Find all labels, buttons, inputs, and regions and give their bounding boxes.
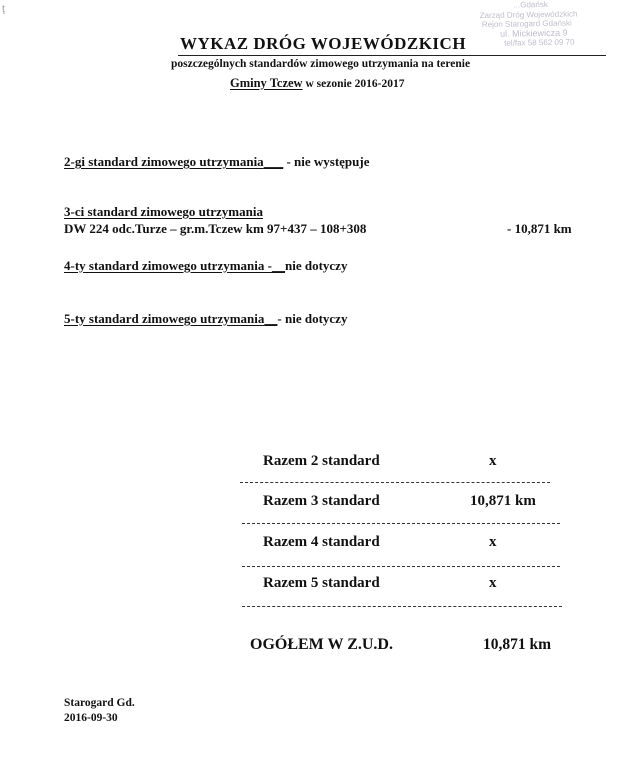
summary-row-3-label: Razem 3 standard xyxy=(263,493,380,509)
stamp-line-1: ...Gdańsk xyxy=(513,0,548,10)
standard-4-label: 4-ty standard zimowego utrzymania - xyxy=(64,258,272,273)
standard-5-line xyxy=(64,311,347,327)
summary-row-3-value: 10,871 km xyxy=(470,493,536,509)
season-text: w sezonie 2016-2017 xyxy=(302,78,405,90)
standard-5-value: - nie dotyczy xyxy=(277,311,348,326)
standard-4-line xyxy=(64,258,347,274)
standard-4-gap: __ xyxy=(271,258,285,273)
standard-2-gap: ___ xyxy=(263,154,284,169)
standard-3-label: 3-ci standard zimowego utrzymania xyxy=(64,204,263,219)
total-label: OGÓŁEM W Z.U.D. xyxy=(250,636,393,653)
summary-row-2-value: x xyxy=(489,453,497,469)
standard-4-value: nie dotyczy xyxy=(284,258,348,273)
summary-row-2-label: Razem 2 standard xyxy=(263,453,380,469)
standard-3-length: - 10,871 km xyxy=(507,221,572,236)
standard-5-label: 5-ty standard zimowego utrzymania xyxy=(64,311,265,326)
total-value: 10,871 km xyxy=(483,636,552,653)
footer-place: Starogard Gd. xyxy=(64,697,135,709)
office-stamp xyxy=(469,0,620,63)
summary-separator xyxy=(242,523,560,524)
title-rule xyxy=(178,55,606,56)
standard-2-value: - nie występuje xyxy=(283,154,370,169)
standard-5-gap: __ xyxy=(264,311,278,326)
standard-2-line xyxy=(64,154,369,170)
corner-mark: ţ xyxy=(2,4,5,15)
summary-separator xyxy=(242,566,560,567)
summary-separator xyxy=(240,482,550,483)
summary-row-4-label: Razem 4 standard xyxy=(263,534,380,550)
stamp-line-2: Zarząd Dróg Wojewódzkich xyxy=(479,8,578,20)
summary-row-5-value: x xyxy=(489,575,497,591)
stamp-line-4: ul. Mickiewicza 9 xyxy=(499,27,568,39)
document-title: WYKAZ DRÓG WOJEWÓDZKICH xyxy=(180,34,467,53)
gmina-name: Gminy Tczew xyxy=(230,76,303,90)
document-subtitle: poszczególnych standardów zimowego utrzymania na terenie xyxy=(171,58,471,70)
footer-date: 2016-09-30 xyxy=(64,712,118,724)
summary-row-5-label: Razem 5 standard xyxy=(263,575,380,591)
summary-row-4-value: x xyxy=(489,534,497,550)
standard-2-label: 2-gi standard zimowego utrzymania xyxy=(64,154,264,169)
stamp-line-3: Rejon Starogard Gdański xyxy=(481,18,572,30)
standard-3-road: DW 224 odc.Turze – gr.m.Tczew km 97+437 – 108+308 xyxy=(64,221,367,236)
summary-separator xyxy=(242,606,562,607)
stamp-line-5: tel/fax 58 562 09 70 xyxy=(504,37,575,48)
gmina-line xyxy=(230,76,404,91)
